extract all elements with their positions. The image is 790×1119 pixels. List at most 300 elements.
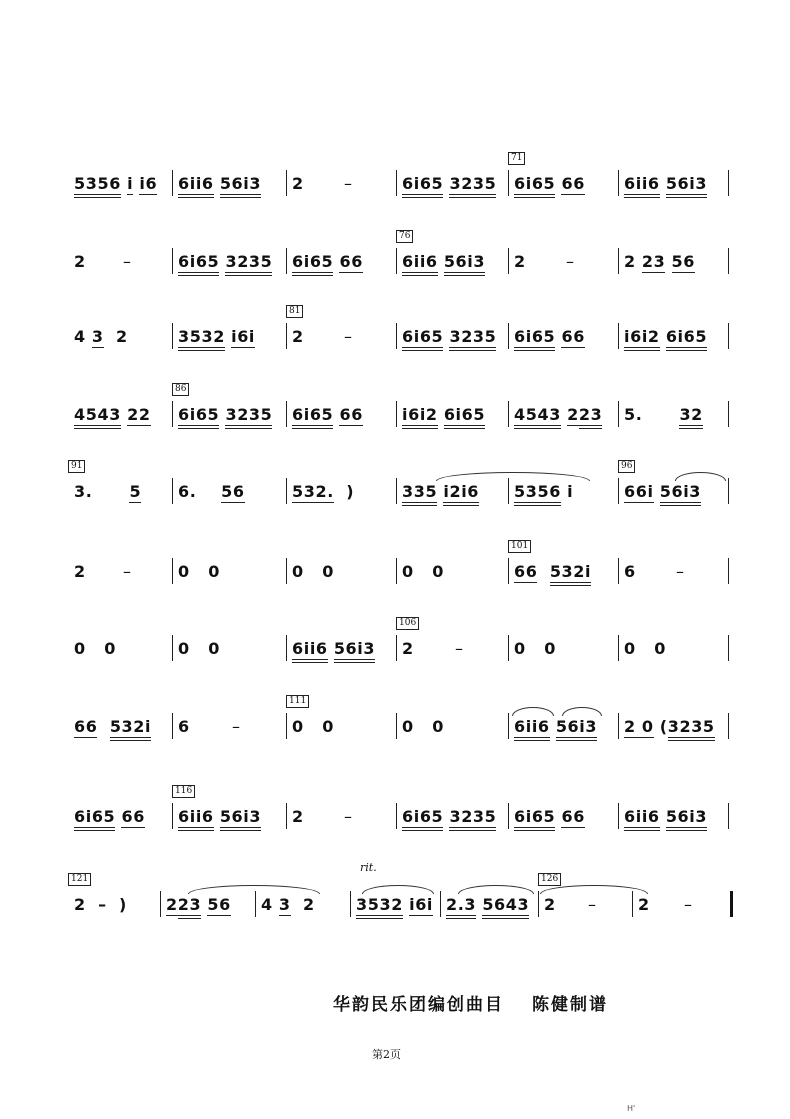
note-group: 2 xyxy=(544,895,556,914)
note-group: 56 xyxy=(221,482,245,501)
note-group: 6ii6 xyxy=(178,807,214,831)
note-group xyxy=(273,895,279,914)
measure-notes xyxy=(178,562,220,581)
note-group: 66 xyxy=(561,327,585,346)
barline xyxy=(286,170,287,196)
note-group: i6i2 xyxy=(402,405,438,429)
note-group: i xyxy=(567,482,574,501)
barline xyxy=(396,401,397,427)
measure-notes xyxy=(402,327,496,346)
note-group: 2 xyxy=(567,405,579,424)
note-group xyxy=(414,562,433,581)
barline xyxy=(172,558,173,584)
note-group xyxy=(665,252,671,271)
measure-notes xyxy=(292,717,334,736)
note-group: 6i65 xyxy=(178,252,219,276)
measure-notes xyxy=(74,717,151,736)
note-group: 66 xyxy=(121,807,145,826)
barline xyxy=(508,401,509,427)
measure-notes xyxy=(402,717,444,736)
measure-notes xyxy=(446,895,529,914)
note-group: ) xyxy=(333,482,355,501)
barline xyxy=(172,635,173,661)
barline xyxy=(286,401,287,427)
measure-notes xyxy=(402,639,414,658)
measure-number: 81 xyxy=(286,305,303,318)
note-group: 6i65 xyxy=(74,807,115,831)
barline xyxy=(396,558,397,584)
note-group: 6i65 xyxy=(292,405,333,429)
measure-notes xyxy=(624,482,701,501)
barline xyxy=(508,558,509,584)
note-group: 56i3 xyxy=(220,807,261,831)
barline xyxy=(286,248,287,274)
note-group: 6 xyxy=(624,562,636,581)
measure-number: 121 xyxy=(68,873,91,886)
note-group: 5. xyxy=(624,405,643,424)
barline xyxy=(728,803,729,829)
measure-notes xyxy=(514,405,602,424)
measure-notes xyxy=(402,174,496,193)
note-group: 66 xyxy=(74,717,98,736)
barline xyxy=(508,803,509,829)
barline xyxy=(286,803,287,829)
measure-notes xyxy=(514,252,526,271)
barline xyxy=(255,891,256,917)
note-group xyxy=(304,562,323,581)
note-group: 2 xyxy=(74,562,86,581)
note-group xyxy=(214,807,220,826)
note-group: 66i xyxy=(624,482,654,501)
note-group: 3235 xyxy=(225,252,272,276)
measure-notes xyxy=(292,252,363,271)
note-group: 0 xyxy=(178,562,190,581)
note-group: 6ii6 xyxy=(624,174,660,198)
barline xyxy=(172,248,173,274)
measure-notes xyxy=(624,807,707,826)
note-group: 0 xyxy=(104,639,116,658)
note-group: 6ii6 xyxy=(402,252,438,276)
note-group: 66 xyxy=(561,174,585,193)
measure-number: 116 xyxy=(172,785,195,798)
barline xyxy=(172,401,173,427)
barline xyxy=(728,478,729,504)
score-row xyxy=(0,383,790,443)
measure-number: 91 xyxy=(68,460,85,473)
measure-notes xyxy=(514,717,597,736)
note-group xyxy=(654,482,660,501)
note-group xyxy=(196,482,221,501)
barline xyxy=(508,248,509,274)
barline xyxy=(728,713,729,739)
measure-notes xyxy=(292,327,304,346)
note-group: 532i xyxy=(110,717,151,741)
note-group: 6i65 xyxy=(514,327,555,351)
score-row xyxy=(0,785,790,845)
score-row xyxy=(0,460,790,520)
note-group: 6. xyxy=(178,482,197,501)
measure-notes xyxy=(178,639,220,658)
measure-notes xyxy=(74,807,145,826)
note-group: 22 xyxy=(127,405,151,424)
barline xyxy=(618,248,619,274)
measure-notes xyxy=(166,895,231,914)
note-group xyxy=(537,562,549,581)
barline xyxy=(350,891,351,917)
note-group: 66 xyxy=(339,405,363,424)
note-group xyxy=(104,327,116,346)
note-group xyxy=(190,639,209,658)
measure-notes xyxy=(74,562,86,581)
note-group: 0 xyxy=(208,562,220,581)
note-group: 2 xyxy=(514,252,526,271)
note-group: 56i3 xyxy=(660,482,701,506)
barline xyxy=(172,803,173,829)
note-group: 0 xyxy=(432,562,444,581)
note-group: 32 xyxy=(679,405,702,429)
note-group: 0 xyxy=(292,562,304,581)
note-group: 0 xyxy=(322,717,334,736)
measure-notes xyxy=(178,174,261,193)
note-group: 2 xyxy=(638,895,650,914)
measure-notes xyxy=(74,174,157,193)
note-group: 0 xyxy=(322,562,334,581)
barline xyxy=(508,323,509,349)
barline xyxy=(618,478,619,504)
note-group: 6i65 xyxy=(292,252,333,276)
barline xyxy=(286,323,287,349)
measure-notes xyxy=(292,174,304,193)
credit-line xyxy=(333,990,608,1015)
barline xyxy=(396,323,397,349)
measure-notes xyxy=(624,562,636,581)
barline xyxy=(618,635,619,661)
score-row xyxy=(0,305,790,365)
note-group: 2 xyxy=(74,895,86,914)
measure-number: 86 xyxy=(172,383,189,396)
note-group: 6ii6 xyxy=(292,639,328,663)
note-group xyxy=(438,252,444,271)
score-row xyxy=(0,540,790,600)
note-group: 6i65 xyxy=(178,405,219,429)
barline xyxy=(286,558,287,584)
barline xyxy=(728,248,729,274)
measure-notes xyxy=(514,327,585,346)
note-group xyxy=(414,717,433,736)
note-group: 3235 xyxy=(449,174,496,198)
note-group: 6i65 xyxy=(514,807,555,831)
measure-notes xyxy=(402,807,496,826)
note-group xyxy=(92,482,129,501)
note-group: 2 xyxy=(115,327,128,346)
note-group xyxy=(438,405,444,424)
measure-number: 101 xyxy=(508,540,531,553)
note-group: 3 xyxy=(278,895,291,914)
note-group: 0 xyxy=(624,639,636,658)
note-group: 2.3 xyxy=(446,895,476,919)
note-group: 56i3 xyxy=(666,174,707,198)
measure-notes xyxy=(74,405,151,424)
note-group xyxy=(550,717,556,736)
measure-notes xyxy=(292,405,363,424)
barline xyxy=(396,635,397,661)
sustain-dash: – xyxy=(566,252,574,271)
barline xyxy=(728,558,729,584)
sustain-dash: – xyxy=(123,562,131,581)
note-group: 3. xyxy=(74,482,93,501)
notation-credit: 陈健制谱 xyxy=(532,995,608,1015)
note-group: 0 xyxy=(402,562,414,581)
sustain-dash: – xyxy=(588,895,596,914)
sustain-dash: – xyxy=(232,717,240,736)
note-group: 2 xyxy=(166,895,178,914)
barline xyxy=(508,713,509,739)
note-group: 56 xyxy=(207,895,231,914)
note-group: 6i65 xyxy=(514,174,555,198)
score-row xyxy=(0,230,790,290)
barline xyxy=(728,170,729,196)
measure-notes xyxy=(514,807,585,826)
score-row xyxy=(0,617,790,677)
note-group: 56i3 xyxy=(666,807,707,831)
note-group: 2 xyxy=(74,252,86,271)
note-group: 0 xyxy=(178,639,190,658)
note-group: 6i65 xyxy=(444,405,485,429)
barline xyxy=(172,478,173,504)
barline xyxy=(618,170,619,196)
barline xyxy=(286,635,287,661)
measure-notes xyxy=(514,482,573,501)
note-group: 3 xyxy=(91,327,104,346)
measure-notes xyxy=(514,562,591,581)
note-group: 6i65 xyxy=(402,327,443,351)
note-group: 0 xyxy=(514,639,526,658)
barline xyxy=(728,323,729,349)
note-group: i2i6 xyxy=(443,482,479,506)
measure-notes xyxy=(178,482,245,501)
score-row xyxy=(0,152,790,212)
note-group: 6i65 xyxy=(402,807,443,831)
note-group: 23 xyxy=(579,405,602,429)
note-group: 56i3 xyxy=(220,174,261,198)
measure-notes xyxy=(178,327,255,346)
measure-notes xyxy=(74,639,116,658)
barline xyxy=(396,713,397,739)
note-group: 5356 xyxy=(514,482,561,506)
barline xyxy=(618,803,619,829)
sustain-dash: – xyxy=(344,327,352,346)
measure-notes xyxy=(292,482,354,501)
note-group: i6i xyxy=(409,895,434,914)
note-group xyxy=(642,405,679,424)
barline xyxy=(440,891,441,917)
barline xyxy=(396,248,397,274)
note-group: 3532 xyxy=(178,327,225,351)
note-group: 2 xyxy=(402,639,414,658)
measure-number: 111 xyxy=(286,695,309,708)
note-group xyxy=(304,717,323,736)
sustain-dash: – xyxy=(684,895,692,914)
measure-notes xyxy=(624,405,703,424)
note-group: 56i3 xyxy=(334,639,375,663)
note-group: 2 xyxy=(624,252,636,271)
note-group xyxy=(636,639,655,658)
barline xyxy=(172,713,173,739)
measure-notes xyxy=(292,562,334,581)
note-group: i xyxy=(127,174,134,193)
note-group xyxy=(190,562,209,581)
score-row xyxy=(0,695,790,755)
note-group xyxy=(86,327,92,346)
note-group: i6i xyxy=(231,327,256,346)
measure-notes xyxy=(74,482,141,501)
corner-mark: H' xyxy=(627,1104,636,1113)
barline xyxy=(286,713,287,739)
note-group: 23 xyxy=(178,895,201,919)
note-group: 6i65 xyxy=(402,174,443,198)
measure-notes xyxy=(624,252,695,271)
barline xyxy=(396,170,397,196)
note-group: 4543 xyxy=(74,405,121,429)
note-group: i6i2 xyxy=(624,327,660,351)
measure-notes xyxy=(402,405,485,424)
barline xyxy=(730,891,733,917)
note-group: 532. xyxy=(292,482,334,501)
measure-notes xyxy=(402,482,479,501)
score-row xyxy=(0,861,790,933)
note-group: 4 xyxy=(74,327,86,346)
measure-notes xyxy=(292,639,375,658)
note-group: 2 0 xyxy=(624,717,654,736)
barline xyxy=(172,323,173,349)
measure-notes xyxy=(544,895,556,914)
note-group: 4 xyxy=(261,895,273,914)
note-group: 0 xyxy=(74,639,86,658)
note-group: 3235 xyxy=(668,717,715,741)
note-group xyxy=(214,174,220,193)
note-group: 335 xyxy=(402,482,437,506)
barline xyxy=(396,803,397,829)
barline xyxy=(508,170,509,196)
measure-number: 76 xyxy=(396,230,413,243)
note-group: 5356 xyxy=(74,174,121,198)
measure-number: 71 xyxy=(508,152,525,165)
barline xyxy=(618,713,619,739)
measure-notes xyxy=(178,807,261,826)
note-group: 0 xyxy=(208,639,220,658)
note-group xyxy=(660,807,666,826)
note-group: 56i3 xyxy=(556,717,597,741)
note-group: 66 xyxy=(339,252,363,271)
note-group: 56 xyxy=(671,252,696,271)
note-group: 0 xyxy=(544,639,556,658)
barline xyxy=(508,635,509,661)
sustain-dash: – xyxy=(123,252,131,271)
note-group: 0 xyxy=(292,717,304,736)
barline xyxy=(728,635,729,661)
note-group: 0 xyxy=(402,717,414,736)
sustain-dash: – xyxy=(455,639,463,658)
note-group: 3235 xyxy=(449,327,496,351)
ensemble-credit: 华韵民乐团编创曲目 xyxy=(333,995,504,1015)
measure-notes xyxy=(624,174,707,193)
note-group xyxy=(660,327,666,346)
note-group: 2 xyxy=(292,807,304,826)
measure-notes xyxy=(624,327,707,346)
note-group: 3532 xyxy=(356,895,403,919)
measure-notes xyxy=(402,562,444,581)
measure-notes xyxy=(178,405,272,424)
note-group: 2 xyxy=(292,327,304,346)
note-group: 56i3 xyxy=(444,252,485,276)
sustain-dash: – xyxy=(344,174,352,193)
measure-number: 106 xyxy=(396,617,419,630)
note-group: ( xyxy=(653,717,668,736)
note-group: 6ii6 xyxy=(514,717,550,741)
note-group xyxy=(291,895,303,914)
note-group: 6i65 xyxy=(666,327,707,351)
note-group: 23 xyxy=(641,252,666,271)
barline xyxy=(728,401,729,427)
measure-notes xyxy=(356,895,433,914)
note-group: 3235 xyxy=(449,807,496,831)
note-group: 6 xyxy=(178,717,190,736)
sustain-dash: – xyxy=(344,807,352,826)
measure-notes xyxy=(514,639,556,658)
note-group: – ) xyxy=(85,895,127,914)
note-group xyxy=(660,174,666,193)
barline xyxy=(160,891,161,917)
note-group: i6 xyxy=(139,174,158,193)
note-group: 6ii6 xyxy=(178,174,214,198)
note-group: 5643 xyxy=(482,895,529,919)
measure-notes xyxy=(74,252,86,271)
barline xyxy=(618,323,619,349)
note-group xyxy=(86,639,105,658)
note-group xyxy=(526,639,545,658)
note-group xyxy=(636,252,642,271)
measure-notes xyxy=(74,327,128,346)
note-group: 0 xyxy=(654,639,666,658)
barline xyxy=(286,478,287,504)
note-group: 66 xyxy=(514,562,538,581)
measure-notes xyxy=(178,717,190,736)
sustain-dash: – xyxy=(676,562,684,581)
note-group: 2 xyxy=(302,895,315,914)
measure-notes xyxy=(638,895,650,914)
note-group: 0 xyxy=(432,717,444,736)
note-group: 5 xyxy=(129,482,142,501)
measure-number: 126 xyxy=(538,873,561,886)
measure-notes xyxy=(402,252,485,271)
note-group: 3235 xyxy=(225,405,272,429)
barline xyxy=(538,891,539,917)
note-group: 532i xyxy=(550,562,591,586)
note-group: 4543 xyxy=(514,405,561,429)
measure-number: 96 xyxy=(618,460,635,473)
note-group: 2 xyxy=(292,174,304,193)
tempo-mark: rit. xyxy=(360,861,377,874)
barline xyxy=(508,478,509,504)
barline xyxy=(618,558,619,584)
note-group xyxy=(328,639,334,658)
note-group xyxy=(97,717,109,736)
measure-notes xyxy=(514,174,585,193)
measure-notes xyxy=(178,252,272,271)
measure-notes xyxy=(624,639,666,658)
barline xyxy=(618,401,619,427)
measure-notes xyxy=(74,895,127,914)
